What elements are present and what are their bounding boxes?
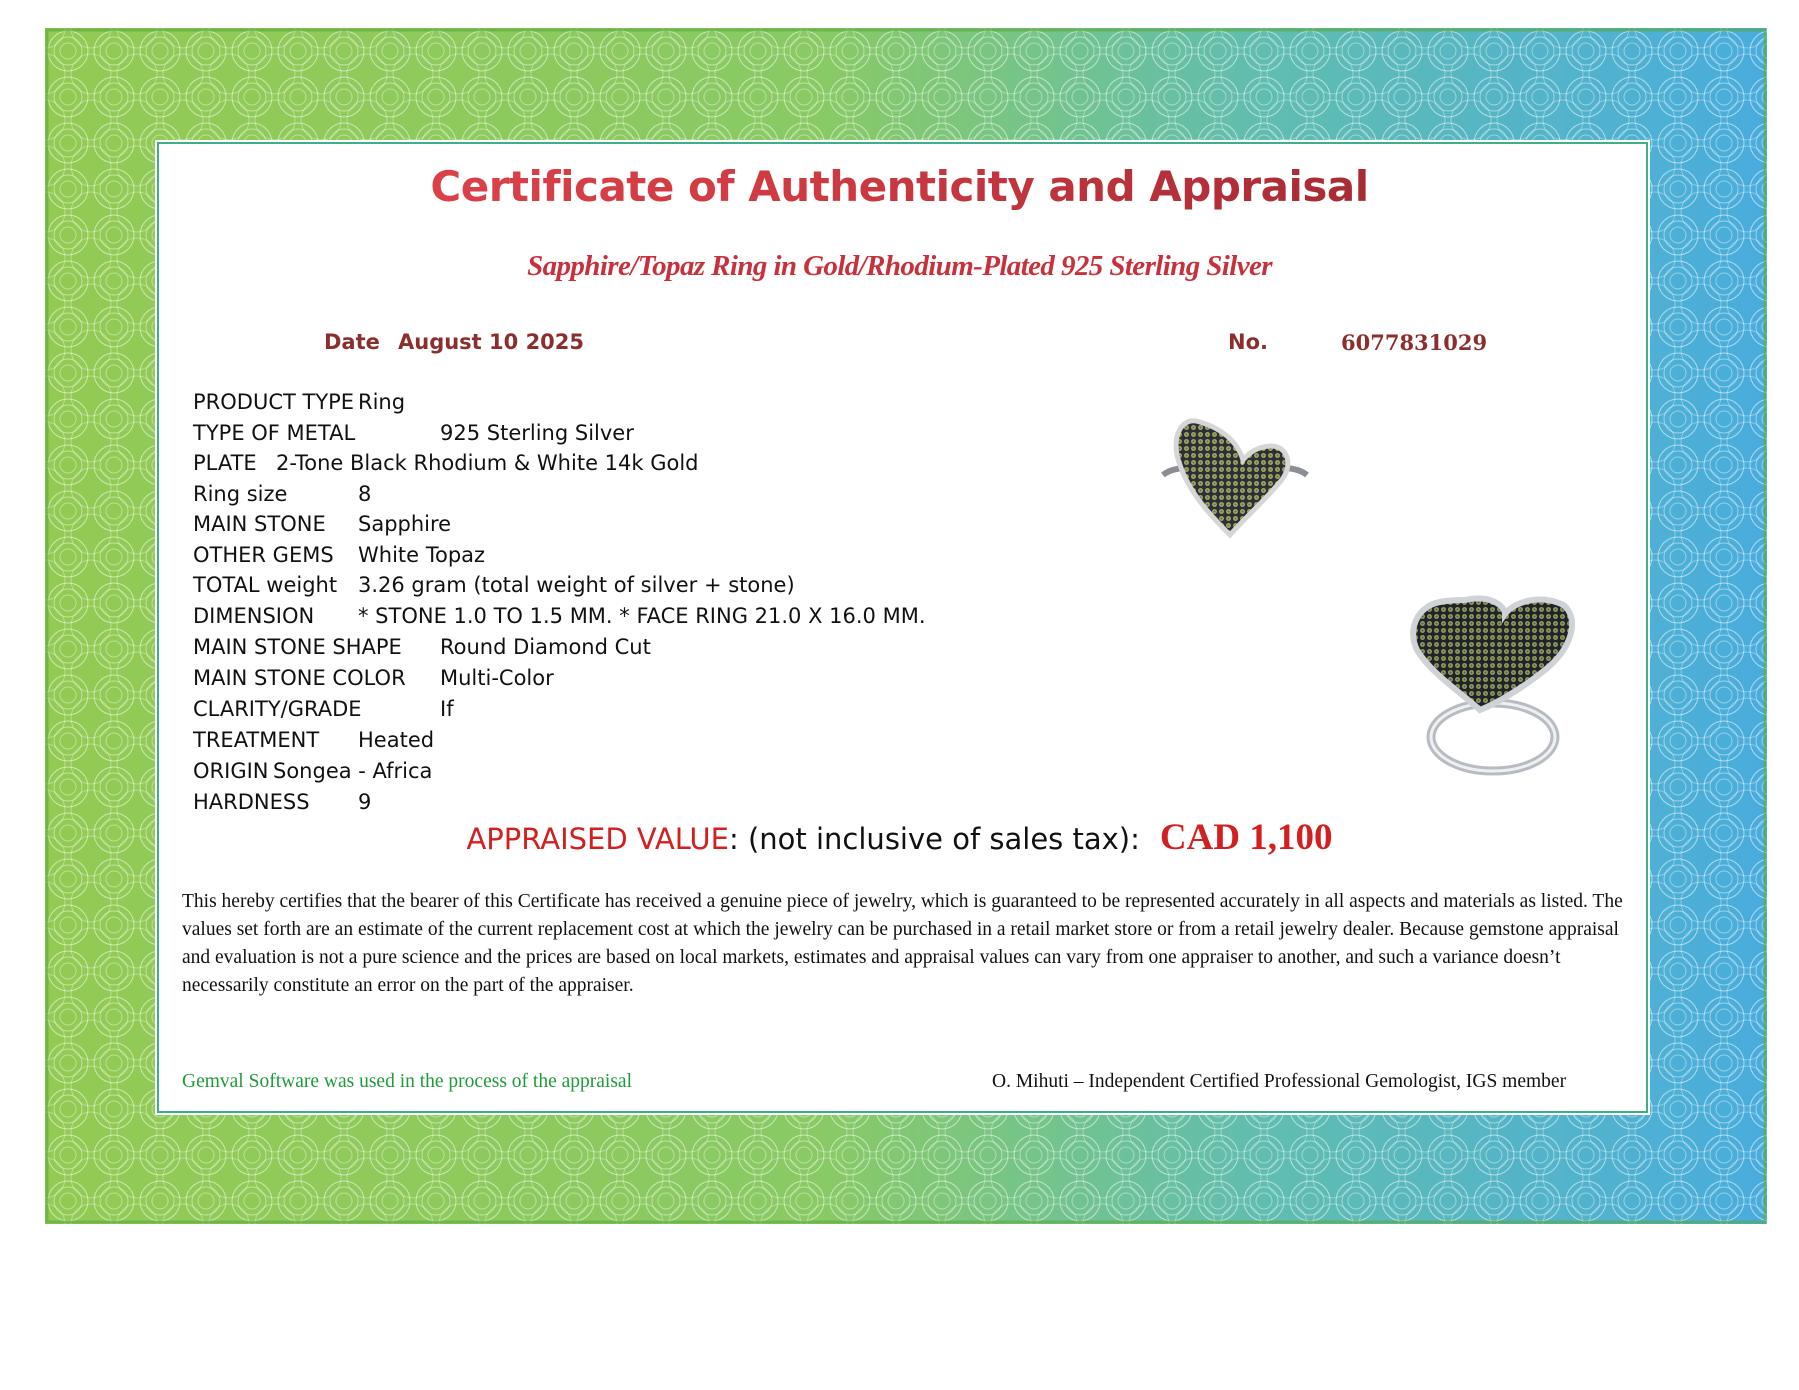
spec-value: * STONE 1.0 TO 1.5 MM. * FACE RING 21.0 X 16.0 MM. bbox=[358, 604, 926, 628]
spec-label: TYPE OF METAL bbox=[193, 421, 356, 445]
spec-row-plate bbox=[193, 451, 699, 475]
spec-label: ORIGIN bbox=[193, 759, 269, 783]
spec-row-main-stone bbox=[193, 512, 452, 536]
spec-value: 2-Tone Black Rhodium & White 14k Gold bbox=[276, 451, 699, 475]
certificate-title: Certificate of Authenticity and Appraisal bbox=[0, 162, 1799, 211]
spec-row-type-of-metal bbox=[193, 421, 634, 445]
spec-row-main-stone-shape bbox=[193, 635, 651, 659]
spec-label: CLARITY/GRADE bbox=[193, 697, 362, 721]
spec-label: DIMENSION bbox=[193, 604, 315, 628]
number-value: 6077831029 bbox=[1341, 330, 1488, 355]
date-label: Date bbox=[324, 330, 380, 354]
spec-row-main-stone-color bbox=[193, 666, 554, 690]
ring-top-view-photo bbox=[1155, 410, 1315, 545]
spec-row-origin bbox=[193, 759, 433, 783]
spec-value: 925 Sterling Silver bbox=[440, 421, 634, 445]
spec-value: Round Diamond Cut bbox=[440, 635, 651, 659]
spec-row-clarity-grade bbox=[193, 697, 454, 721]
spec-value: 9 bbox=[358, 790, 372, 814]
appraised-value-note: : (not inclusive of sales tax): bbox=[728, 822, 1140, 856]
spec-label: MAIN STONE bbox=[193, 512, 326, 536]
spec-row-treatment bbox=[193, 728, 435, 752]
spec-label: Ring size bbox=[193, 482, 288, 506]
appraised-value-amount: CAD 1,100 bbox=[1159, 817, 1333, 858]
spec-label: MAIN STONE COLOR bbox=[193, 666, 406, 690]
spec-row-hardness bbox=[193, 790, 372, 814]
spec-value: If bbox=[440, 697, 454, 721]
spec-row-other-gems bbox=[193, 543, 486, 567]
spec-label: MAIN STONE SHAPE bbox=[193, 635, 402, 659]
number-label: No. bbox=[1228, 330, 1268, 354]
spec-row-dimension bbox=[193, 604, 926, 628]
software-note: Gemval Software was used in the process of the appraisal bbox=[182, 1071, 632, 1092]
appraised-value-label: APPRAISED VALUE bbox=[466, 822, 729, 856]
spec-label: TREATMENT bbox=[193, 728, 320, 752]
spec-value: 8 bbox=[358, 482, 372, 506]
appraiser-signature-line: O. Mihuti – Independent Certified Professional Gemologist, IGS member bbox=[992, 1071, 1567, 1092]
spec-row-ring-size bbox=[193, 482, 372, 506]
spec-row-product-type bbox=[193, 390, 406, 414]
certification-statement: This hereby certifies that the bearer of this Certificate has received a genuine piece of jewelry, which is guaranteed to be represented accurately in all aspects and materials as listed. The values set forth are an estimate of the current replacement cost at which the jewelry can be purchased in a retail market store or from a retail jewelry dealer. Because gemstone appraisal and evaluation is not a pure science and the prices are based on local markets, estimates and appraisal values can vary from one appraiser to another, and such a variance doesn’t necessarily constitute an error on the part of the appraiser. bbox=[182, 891, 1623, 996]
spec-value: White Topaz bbox=[358, 543, 486, 567]
spec-value: Ring bbox=[358, 390, 406, 414]
ring-angled-view-photo bbox=[1405, 592, 1580, 782]
spec-value: Songea - Africa bbox=[273, 759, 433, 783]
spec-label: PLATE bbox=[193, 451, 257, 475]
appraised-value-line bbox=[0, 816, 1799, 859]
spec-row-total-weight bbox=[193, 573, 795, 597]
spec-value: Sapphire bbox=[358, 512, 452, 536]
spec-value: 3.26 gram (total weight of silver + stone) bbox=[358, 573, 795, 597]
spec-label: HARDNESS bbox=[193, 790, 310, 814]
spec-value: Heated bbox=[358, 728, 435, 752]
spec-label: TOTAL weight bbox=[193, 573, 338, 597]
spec-label: PRODUCT TYPE bbox=[193, 390, 355, 414]
certificate-subtitle: Sapphire/Topaz Ring in Gold/Rhodium-Plated 925 Sterling Silver bbox=[527, 250, 1272, 282]
date-value: August 10 2025 bbox=[398, 330, 585, 354]
spec-label: OTHER GEMS bbox=[193, 543, 334, 567]
spec-value: Multi-Color bbox=[440, 666, 554, 690]
